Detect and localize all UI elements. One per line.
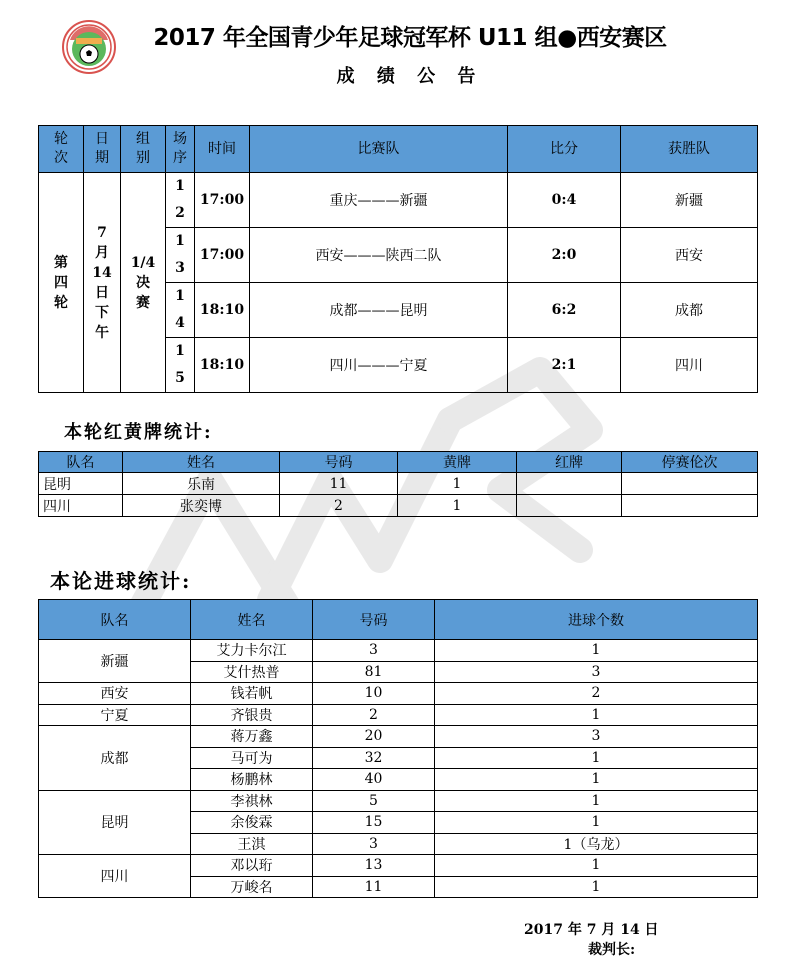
name-cell: 马可为 [191, 747, 313, 769]
seq-cell: 1 3 [166, 228, 195, 283]
red-cell [517, 495, 622, 517]
teams-cell: 四川———宁夏 [250, 338, 508, 393]
header-name: 姓名 [191, 600, 313, 640]
number-cell: 15 [313, 812, 435, 834]
time-cell: 18:10 [195, 338, 250, 393]
number-cell: 20 [313, 726, 435, 748]
teams-cell: 西安———陕西二队 [250, 228, 508, 283]
goals-cell: 1 [435, 747, 758, 769]
header-yellow: 黄牌 [398, 452, 517, 473]
name-cell: 钱若帆 [191, 683, 313, 705]
score-cell: 0:4 [508, 173, 621, 228]
name-cell: 艾力卡尔江 [191, 640, 313, 662]
header-date: 日 期 [84, 126, 121, 173]
goals-section-title: 本论进球统计: [50, 569, 192, 593]
table-row [39, 726, 758, 748]
name-cell: 杨鹏林 [191, 769, 313, 791]
match-results-table [38, 125, 758, 393]
table-row [39, 640, 758, 662]
teams-cell: 成都———昆明 [250, 283, 508, 338]
goals-cell: 1 [435, 704, 758, 726]
team-cell: 四川 [39, 855, 191, 898]
team-cell: 新疆 [39, 640, 191, 683]
header-teams: 比赛队 [250, 126, 508, 173]
number-cell: 81 [313, 661, 435, 683]
suspension-cell [622, 473, 758, 495]
team-cell: 昆明 [39, 790, 191, 855]
header-score: 比分 [508, 126, 621, 173]
suspension-cell [622, 495, 758, 517]
table-row [39, 683, 758, 705]
header-group: 组 别 [121, 126, 166, 173]
number-cell: 5 [313, 790, 435, 812]
header-seq: 场 序 [166, 126, 195, 173]
yellow-cell: 1 [398, 495, 517, 517]
number-cell: 13 [313, 855, 435, 877]
goals-cell: 3 [435, 726, 758, 748]
seq-cell: 1 5 [166, 338, 195, 393]
team-cell: 四川 [39, 495, 123, 517]
cards-table [38, 451, 758, 517]
number-cell: 2 [313, 704, 435, 726]
name-cell: 王淇 [191, 833, 313, 855]
number-cell: 3 [313, 833, 435, 855]
name-cell: 李祺林 [191, 790, 313, 812]
name-cell: 万峻名 [191, 876, 313, 898]
header-suspension: 停赛伦次 [622, 452, 758, 473]
table-header-row [39, 126, 758, 173]
number-cell: 10 [313, 683, 435, 705]
round-cell: 第 四 轮 [39, 173, 84, 393]
header-team: 队名 [39, 452, 123, 473]
header-round: 轮 次 [39, 126, 84, 173]
teams-cell: 重庆———新疆 [250, 173, 508, 228]
score-cell: 2:0 [508, 228, 621, 283]
page-title: 2017 年全国青少年足球冠军杯 U11 组●西安赛区 [153, 25, 667, 51]
goals-cell: 3 [435, 661, 758, 683]
red-cell [517, 473, 622, 495]
number-cell: 32 [313, 747, 435, 769]
goals-cell: 1 [435, 855, 758, 877]
table-header-row [39, 600, 758, 640]
name-cell: 邓以珩 [191, 855, 313, 877]
goals-cell: 2 [435, 683, 758, 705]
name-cell: 艾什热普 [191, 661, 313, 683]
table-row [39, 855, 758, 877]
time-cell: 18:10 [195, 283, 250, 338]
table-row [39, 704, 758, 726]
header-red: 红牌 [517, 452, 622, 473]
score-cell: 2:1 [508, 338, 621, 393]
seq-cell: 1 2 [166, 173, 195, 228]
header-goals: 进球个数 [435, 600, 758, 640]
name-cell: 张奕博 [123, 495, 280, 517]
winner-cell: 成都 [621, 283, 758, 338]
name-cell: 蒋万鑫 [191, 726, 313, 748]
number-cell: 2 [280, 495, 398, 517]
header-name: 姓名 [123, 452, 280, 473]
team-cell: 西安 [39, 683, 191, 705]
name-cell: 余俊霖 [191, 812, 313, 834]
football-association-logo [62, 20, 116, 74]
team-cell: 成都 [39, 726, 191, 791]
table-row [39, 495, 758, 517]
goals-cell: 1（乌龙） [435, 833, 758, 855]
group-cell: 1/4 决 赛 [121, 173, 166, 393]
table-row [39, 473, 758, 495]
winner-cell: 四川 [621, 338, 758, 393]
goals-cell: 1 [435, 790, 758, 812]
page-subtitle: 成 绩 公 告 [336, 66, 484, 87]
winner-cell: 新疆 [621, 173, 758, 228]
header-number: 号码 [313, 600, 435, 640]
header-number: 号码 [280, 452, 398, 473]
cards-section-title: 本轮红黄牌统计: [64, 422, 213, 443]
goals-cell: 1 [435, 640, 758, 662]
logo-icon [62, 20, 116, 74]
team-cell: 昆明 [39, 473, 123, 495]
header-time: 时间 [195, 126, 250, 173]
score-cell: 6:2 [508, 283, 621, 338]
goals-cell: 1 [435, 876, 758, 898]
number-cell: 40 [313, 769, 435, 791]
header-team: 队名 [39, 600, 191, 640]
name-cell: 齐银贵 [191, 704, 313, 726]
table-header-row [39, 452, 758, 473]
table-row [39, 173, 758, 228]
time-cell: 17:00 [195, 228, 250, 283]
name-cell: 乐南 [123, 473, 280, 495]
referee-signature-label: 裁判长: [588, 942, 636, 958]
number-cell: 3 [313, 640, 435, 662]
header-winner: 获胜队 [621, 126, 758, 173]
team-cell: 宁夏 [39, 704, 191, 726]
seq-cell: 1 4 [166, 283, 195, 338]
number-cell: 11 [280, 473, 398, 495]
goals-cell: 1 [435, 769, 758, 791]
yellow-cell: 1 [398, 473, 517, 495]
date-cell: 7 月 14 日 下 午 [84, 173, 121, 393]
number-cell: 11 [313, 876, 435, 898]
goals-table [38, 599, 758, 898]
time-cell: 17:00 [195, 173, 250, 228]
report-date: 2017 年 7 月 14 日 [524, 922, 659, 938]
table-row [39, 790, 758, 812]
goals-cell: 1 [435, 812, 758, 834]
winner-cell: 西安 [621, 228, 758, 283]
